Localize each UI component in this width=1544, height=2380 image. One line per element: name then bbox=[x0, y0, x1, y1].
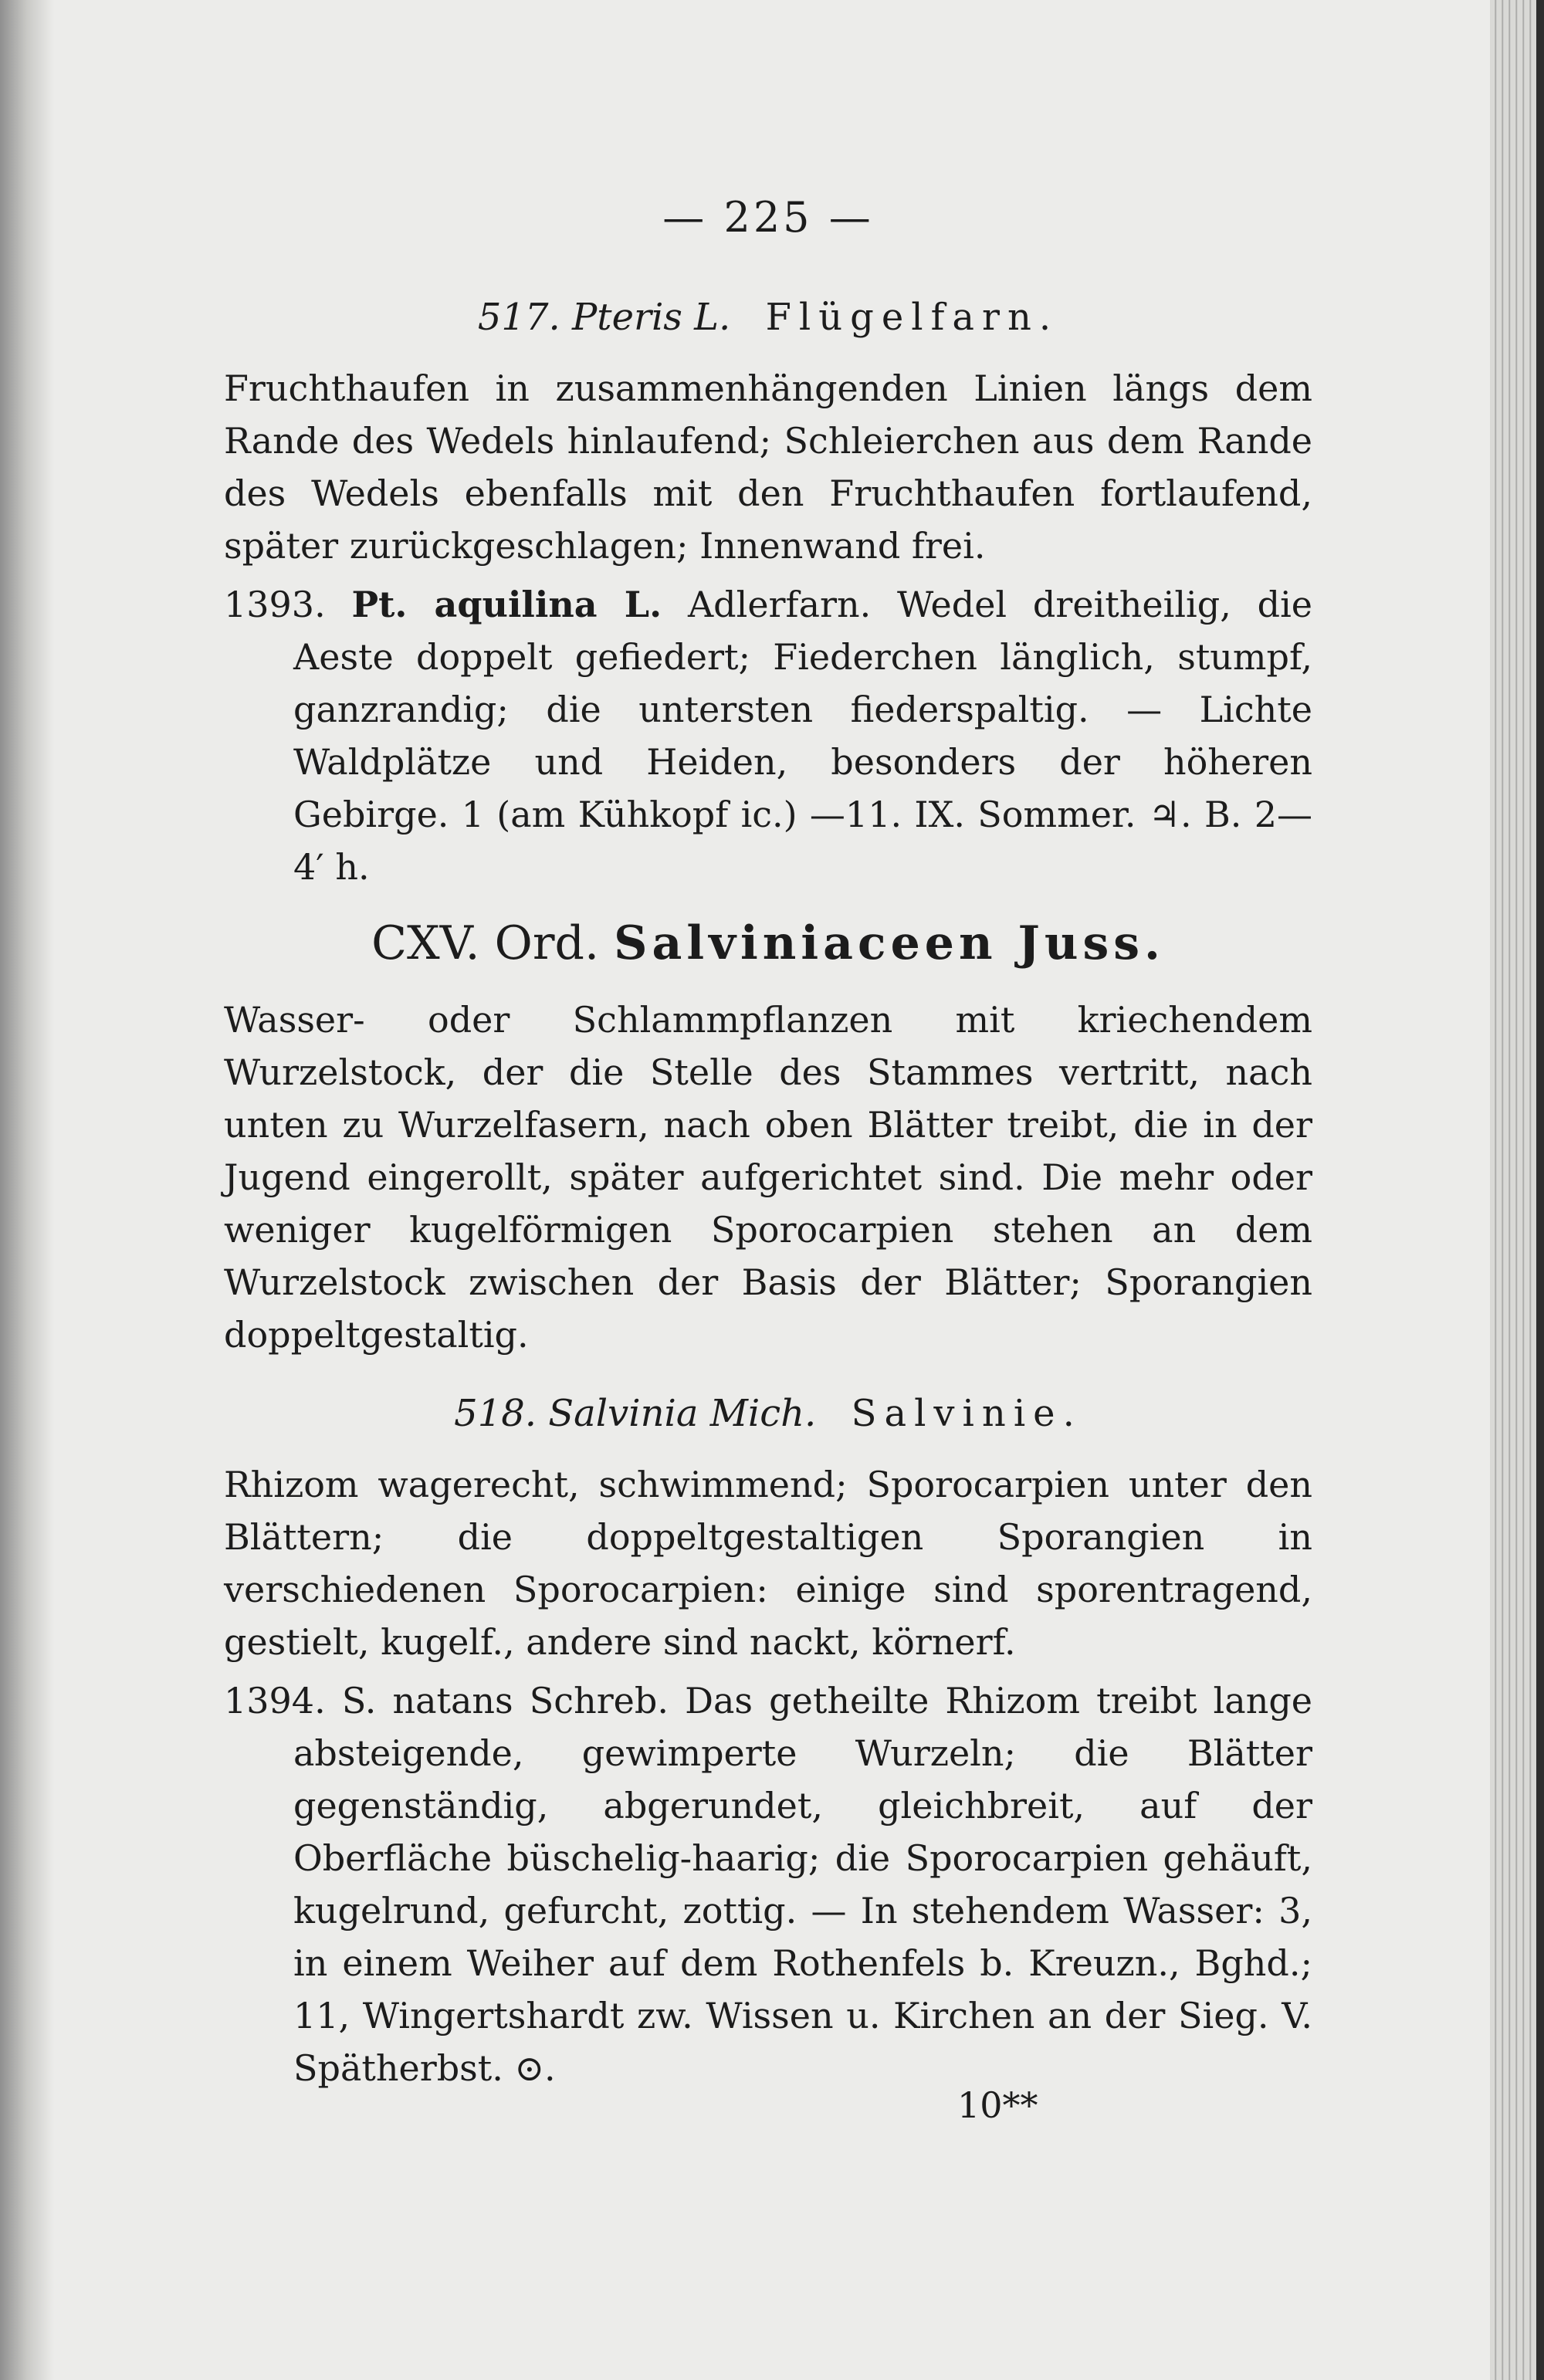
genus-number: 517. bbox=[477, 296, 560, 339]
order-heading bbox=[224, 916, 1312, 970]
species-number: 1393. bbox=[224, 584, 326, 625]
genus-description: Fruchthaufen in zusammenhängenden Linien längs dem Rande des Wedels hinlaufend; Schleierchen aus dem Rande des Wedels ebenfalls mit den Fruchthaufen fortlaufend, später zurückgeschlagen; Innenwand frei. bbox=[224, 367, 1312, 567]
species-text: Adlerfarn. Wedel dreitheilig, die Aeste doppelt gefiedert; Fiederchen länglich, stumpf, ganzrandig; die untersten fiederspaltig. — Lichte Waldplätze und Heiden, besonders der höheren Gebirge. 1 (am Kühkopf ic.) —11. IX. Sommer. ♃. B. 2—4′ h. bbox=[293, 584, 1313, 888]
species-entry-1394 bbox=[224, 1674, 1312, 2094]
genus-number: 518. bbox=[454, 1392, 537, 1435]
species-number: 1394. bbox=[224, 1680, 326, 1722]
page-gutter-shadow bbox=[0, 0, 54, 2380]
page-edge-shadow bbox=[1536, 0, 1544, 2380]
species-entry-1393 bbox=[224, 578, 1312, 893]
species-latin-name: Pt. aquilina L. bbox=[351, 584, 662, 625]
order-name: Salviniaceen Juss. bbox=[614, 916, 1165, 970]
signature-mark: 10** bbox=[957, 2084, 1038, 2126]
page-number: — 225 — bbox=[662, 193, 874, 242]
genus-german-name: Salvinie. bbox=[851, 1392, 1082, 1435]
genus-heading-518 bbox=[224, 1392, 1312, 1435]
page-content bbox=[224, 193, 1312, 2094]
genus-latin-name: Salvinia Mich. bbox=[548, 1392, 817, 1435]
order-description: Wasser- oder Schlammpflanzen mit kriechendem Wurzelstock, der die Stelle des Stammes vertritt, nach unten zu Wurzelfasern, nach oben Blätter treibt, die in der Jugend eingerollt, später aufgerichtet sind. Die mehr oder weniger kugelförmigen Sporocarpien stehen an dem Wurzelstock zwischen der Basis der Blätter; Sporangien doppeltgestaltig. bbox=[224, 999, 1312, 1356]
genus-description: Rhizom wagerecht, schwimmend; Sporocarpien unter den Blättern; die doppeltgestaltigen Sporangien in verschiedenen Sporocarpien: einige sind sporentragend, gestielt, kugelf., andere sind nackt, körnerf. bbox=[224, 1464, 1312, 1663]
genus-german-name: Flügelfarn. bbox=[765, 296, 1059, 339]
species-latin-name: S. natans Schreb. bbox=[341, 1680, 669, 1722]
order-number: CXV. Ord. bbox=[371, 916, 600, 970]
species-text: Das getheilte Rhizom treibt lange absteigende, gewimperte Wurzeln; die Blätter gegenständig, abgerundet, gleichbreit, auf der Oberfläche büschelig-haarig; die Sporocarpien gehäuft, kugelrund, gefurcht, zottig. — In stehendem Wasser: 3, in einem Weiher auf dem Rothenfels b. Kreuzn., Bghd.; 11, Wingertshardt zw. Wissen u. Kirchen an der Sieg. V. Spätherbst. ⊙. bbox=[293, 1680, 1312, 2089]
genus-latin-name: Pteris L. bbox=[572, 296, 731, 339]
genus-heading-517 bbox=[224, 296, 1312, 339]
